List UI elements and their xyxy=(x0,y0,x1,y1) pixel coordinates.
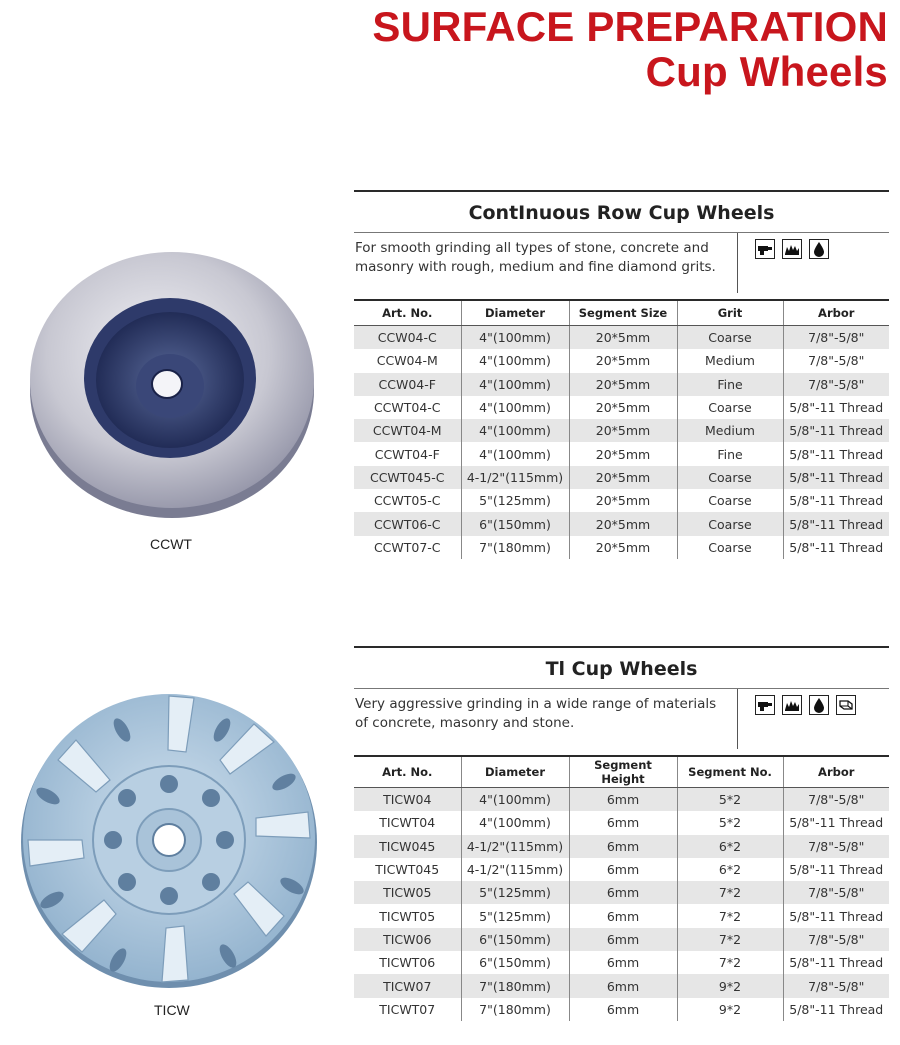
column-header: Segment Size xyxy=(569,300,677,326)
table-cell: 7/8"-5/8" xyxy=(783,974,889,997)
table-row xyxy=(354,419,889,442)
table-cell: 20*5mm xyxy=(569,536,677,559)
ti-cup-spec-table xyxy=(354,755,889,1021)
table-row xyxy=(354,928,889,951)
table-cell: Fine xyxy=(677,373,783,396)
table-cell: 5/8"-11 Thread xyxy=(783,998,889,1021)
table-cell: CCW04-M xyxy=(376,353,438,369)
table-row xyxy=(354,974,889,997)
table-cell: 7/8"-5/8" xyxy=(783,835,889,858)
table-cell: 6mm xyxy=(569,928,677,951)
table-cell: 4"(100mm) xyxy=(461,396,569,419)
table-cell: CCWT04-C xyxy=(373,400,441,416)
masonry-block-icon xyxy=(836,695,856,715)
table-cell: 6mm xyxy=(569,811,677,834)
table-cell: TICW04 xyxy=(354,788,461,812)
table-cell: 20*5mm xyxy=(569,326,677,350)
grinder-icon xyxy=(755,239,775,259)
continuous-row-spec-table xyxy=(354,299,889,559)
stone-surface-icon xyxy=(782,239,802,259)
table-cell: 7/8"-5/8" xyxy=(783,349,889,372)
table-row xyxy=(354,811,889,834)
table-cell: 4"(100mm) xyxy=(461,788,569,812)
table-cell: TICWT045 xyxy=(375,862,440,878)
table-cell: 5/8"-11 Thread xyxy=(783,536,889,559)
table-row xyxy=(354,512,889,535)
ticw-wheel-image xyxy=(18,690,320,994)
table-cell: 7/8"-5/8" xyxy=(783,373,889,396)
table-cell: 20*5mm xyxy=(569,489,677,512)
table-cell: 7/8"-5/8" xyxy=(783,788,889,812)
table-row xyxy=(354,396,889,419)
table-row xyxy=(354,858,889,881)
table-cell: CCWT07-C xyxy=(373,539,441,555)
table-cell: TICW045 xyxy=(354,835,461,858)
table-cell: 6mm xyxy=(569,998,677,1021)
vertical-divider xyxy=(737,233,738,293)
application-icons xyxy=(755,239,829,259)
table-cell: 6mm xyxy=(569,974,677,997)
table-cell: CCWT045-C xyxy=(354,466,461,489)
vertical-divider xyxy=(737,689,738,749)
table-row xyxy=(354,489,889,512)
title-line-1: SURFACE PREPARATION xyxy=(372,3,888,50)
description-row xyxy=(354,689,889,755)
table-row xyxy=(354,951,889,974)
table-cell: Coarse xyxy=(677,326,783,350)
table-cell: 5/8"-11 Thread xyxy=(783,489,889,512)
table-cell: Coarse xyxy=(677,512,783,535)
table-cell: TICWT04 xyxy=(379,815,436,831)
table-cell: TICWT06 xyxy=(379,955,436,971)
table-row xyxy=(354,536,889,559)
table-cell: TICW05 xyxy=(354,881,461,904)
table-cell: 6mm xyxy=(569,881,677,904)
table-cell: 4-1/2"(115mm) xyxy=(461,858,569,881)
table-cell: 20*5mm xyxy=(569,512,677,535)
table-cell: 6*2 xyxy=(677,835,783,858)
table-cell: Coarse xyxy=(677,466,783,489)
continuous-row-section xyxy=(354,190,889,559)
page-title xyxy=(372,4,888,94)
table-row xyxy=(354,373,889,396)
table-cell: 6mm xyxy=(569,858,677,881)
column-header: Art. No. xyxy=(354,756,461,788)
table-row xyxy=(354,349,889,372)
table-cell: Coarse xyxy=(677,396,783,419)
stone-surface-icon xyxy=(782,695,802,715)
table-cell: 6mm xyxy=(569,788,677,812)
column-header: Diameter xyxy=(461,756,569,788)
table-cell: 7*2 xyxy=(677,881,783,904)
water-drop-icon xyxy=(809,239,829,259)
column-header: Grit xyxy=(677,300,783,326)
table-cell: 7/8"-5/8" xyxy=(783,881,889,904)
table-cell: 4-1/2"(115mm) xyxy=(461,466,569,489)
table-cell: 7*2 xyxy=(677,928,783,951)
table-cell: TICWT07 xyxy=(379,1001,436,1017)
section-title: ContInuous Row Cup Wheels xyxy=(468,202,775,224)
table-cell: 5/8"-11 Thread xyxy=(783,442,889,465)
table-cell: CCW04-F xyxy=(354,373,461,396)
table-cell: Medium xyxy=(677,349,783,372)
table-cell: 7*2 xyxy=(677,904,783,927)
column-header: Diameter xyxy=(461,300,569,326)
table-cell: TICW07 xyxy=(354,974,461,997)
table-cell: 20*5mm xyxy=(569,419,677,442)
table-cell: 5/8"-11 Thread xyxy=(783,811,889,834)
table-cell: 7"(180mm) xyxy=(461,998,569,1021)
table-cell: 4"(100mm) xyxy=(461,349,569,372)
table-cell: 6mm xyxy=(569,835,677,858)
table-cell: 5/8"-11 Thread xyxy=(783,466,889,489)
table-cell: TICW06 xyxy=(354,928,461,951)
table-cell: 4"(100mm) xyxy=(461,442,569,465)
table-cell: 20*5mm xyxy=(569,466,677,489)
table-cell: 4"(100mm) xyxy=(461,326,569,350)
ticw-caption: TICW xyxy=(154,1002,190,1018)
water-drop-icon xyxy=(809,695,829,715)
table-cell: CCWT04-M xyxy=(354,419,461,442)
table-row xyxy=(354,442,889,465)
section-description: For smooth grinding all types of stone, concrete and masonry with rough, medium and fine diamond grits. xyxy=(355,240,716,275)
table-cell: 5/8"-11 Thread xyxy=(783,419,889,442)
table-cell: CCWT04-F xyxy=(374,446,440,462)
table-cell: 5*2 xyxy=(677,788,783,812)
table-cell: 7"(180mm) xyxy=(461,974,569,997)
table-row xyxy=(354,466,889,489)
table-cell: 6*2 xyxy=(677,858,783,881)
table-cell: 9*2 xyxy=(677,974,783,997)
table-cell: 6mm xyxy=(569,951,677,974)
table-cell: 5/8"-11 Thread xyxy=(783,904,889,927)
table-cell: Fine xyxy=(677,442,783,465)
ti-cup-section xyxy=(354,646,889,1021)
column-header: Arbor xyxy=(783,300,889,326)
table-cell: 20*5mm xyxy=(569,442,677,465)
grinder-icon xyxy=(755,695,775,715)
table-cell: 9*2 xyxy=(677,998,783,1021)
table-cell: 5/8"-11 Thread xyxy=(783,396,889,419)
column-header: Art. No. xyxy=(354,300,461,326)
table-cell: 20*5mm xyxy=(569,396,677,419)
title-line-2: Cup Wheels xyxy=(645,48,888,95)
column-header: Segment Height xyxy=(569,756,677,788)
table-cell: 5"(125mm) xyxy=(461,489,569,512)
table-cell: 7/8"-5/8" xyxy=(783,928,889,951)
table-cell: 5/8"-11 Thread xyxy=(783,858,889,881)
table-cell: 5/8"-11 Thread xyxy=(783,951,889,974)
application-icons xyxy=(755,695,856,715)
description-row xyxy=(354,233,889,299)
table-cell: 20*5mm xyxy=(569,349,677,372)
table-cell: 6"(150mm) xyxy=(461,928,569,951)
table-cell: 6mm xyxy=(569,904,677,927)
section-title: Tl Cup Wheels xyxy=(545,658,698,680)
table-cell: Medium xyxy=(677,419,783,442)
table-row xyxy=(354,881,889,904)
table-cell: Coarse xyxy=(677,536,783,559)
table-cell: 6"(150mm) xyxy=(461,951,569,974)
section-description: Very aggressive grinding in a wide range of materials of concrete, masonry and stone. xyxy=(355,696,717,731)
table-cell: 7/8"-5/8" xyxy=(783,326,889,350)
table-cell: 4"(100mm) xyxy=(461,373,569,396)
table-row xyxy=(354,998,889,1021)
table-cell: CCWT05-C xyxy=(373,493,441,509)
table-cell: CCWT06-C xyxy=(354,512,461,535)
table-cell: 5*2 xyxy=(677,811,783,834)
column-header: Segment No. xyxy=(677,756,783,788)
table-row xyxy=(354,788,889,812)
table-cell: CCW04-C xyxy=(354,326,461,350)
ccwt-wheel-image xyxy=(22,238,322,532)
table-cell: TICWT05 xyxy=(379,908,436,924)
table-cell: 4"(100mm) xyxy=(461,419,569,442)
table-cell: 20*5mm xyxy=(569,373,677,396)
table-cell: 7"(180mm) xyxy=(461,536,569,559)
table-row xyxy=(354,326,889,350)
table-cell: 4-1/2"(115mm) xyxy=(461,835,569,858)
column-header: Arbor xyxy=(783,756,889,788)
table-cell: 5"(125mm) xyxy=(461,904,569,927)
table-cell: 5"(125mm) xyxy=(461,881,569,904)
table-cell: 6"(150mm) xyxy=(461,512,569,535)
ccwt-caption: CCWT xyxy=(150,536,192,552)
table-cell: Coarse xyxy=(677,489,783,512)
table-row xyxy=(354,835,889,858)
table-row xyxy=(354,904,889,927)
table-cell: 5/8"-11 Thread xyxy=(783,512,889,535)
table-cell: 4"(100mm) xyxy=(461,811,569,834)
table-cell: 7*2 xyxy=(677,951,783,974)
